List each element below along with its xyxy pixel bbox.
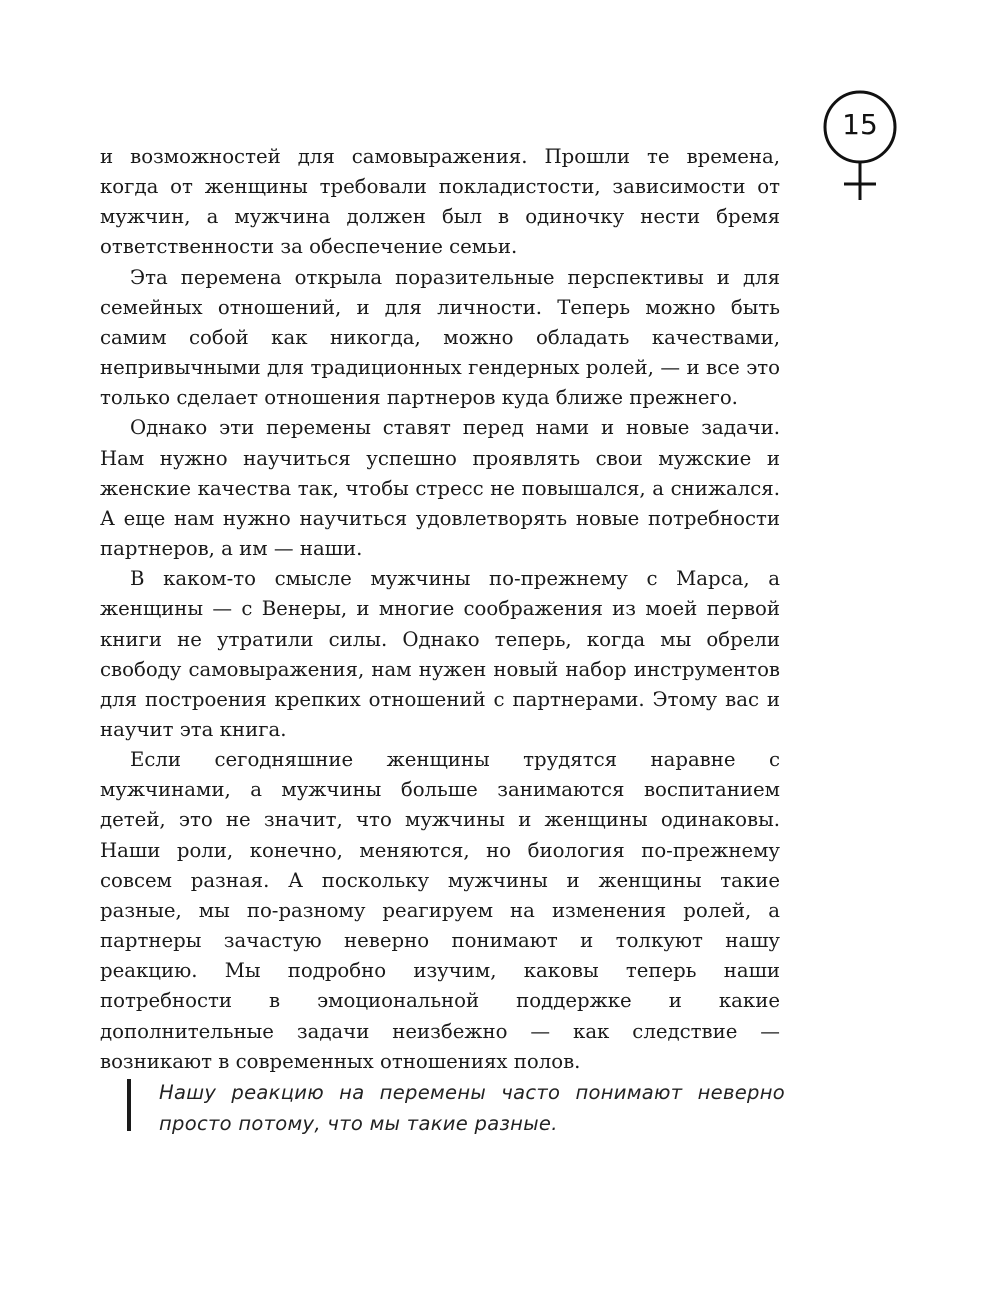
quote-bar bbox=[127, 1079, 131, 1131]
paragraph: Эта перемена открыла поразительные перспективы и для семейных отношений, и для личности. Теперь можно быть самим собой как никогда, можно обладать качествами, непривычными для традиционных гендерных ролей, — и все это только сделает отношения партнеров куда ближе прежнего. bbox=[100, 265, 780, 410]
quote-text: Нашу реакцию на перемены часто понимают неверно просто потому, что мы такие разные. bbox=[159, 1081, 785, 1135]
paragraph: и возможностей для самовыражения. Прошли те времена, когда от женщины требовали покладистости, зависимости от мужчин, а мужчина должен был в одиночку нести бремя ответственности за обеспечение семьи. bbox=[100, 145, 780, 259]
body-text bbox=[100, 142, 780, 1077]
page-number: 15 bbox=[842, 108, 878, 141]
pull-quote bbox=[127, 1075, 787, 1135]
page-number-badge bbox=[822, 90, 902, 210]
paragraph: Если сегодняшние женщины трудятся наравне с мужчинами, а мужчины больше занимаются воспитанием детей, это не значит, что мужчины и женщины одинаковы. Наши роли, конечно, меняются, но биология по-прежнему совсем разная. А поскольку мужчины и женщины такие разные, мы по-разному реагируем на изменения ролей, а партнеры зачастую неверно понимают и толкуют нашу реакцию. Мы подробно изучим, каковы теперь наши потребности в эмоциональной поддержке и какие дополнительные задачи неизбежно — как следствие — возникают в современных отношениях полов. bbox=[100, 748, 780, 1073]
paragraph: Однако эти перемены ставят перед нами и новые задачи. Нам нужно научиться успешно проявлять свои мужские и женские качества так, чтобы стресс не повышался, а снижался. А еще нам нужно научиться удовлетворять новые потребности партнеров, а им — наши. bbox=[100, 416, 780, 561]
paragraph: В каком-то смысле мужчины по-прежнему с Марса, а женщины — с Венеры, и многие соображения из моей первой книги не утратили силы. Однако теперь, когда мы обрели свободу самовыражения, нам нужен новый набор инструментов для построения крепких отношений с партнерами. Этому вас и научит эта книга. bbox=[100, 567, 780, 741]
